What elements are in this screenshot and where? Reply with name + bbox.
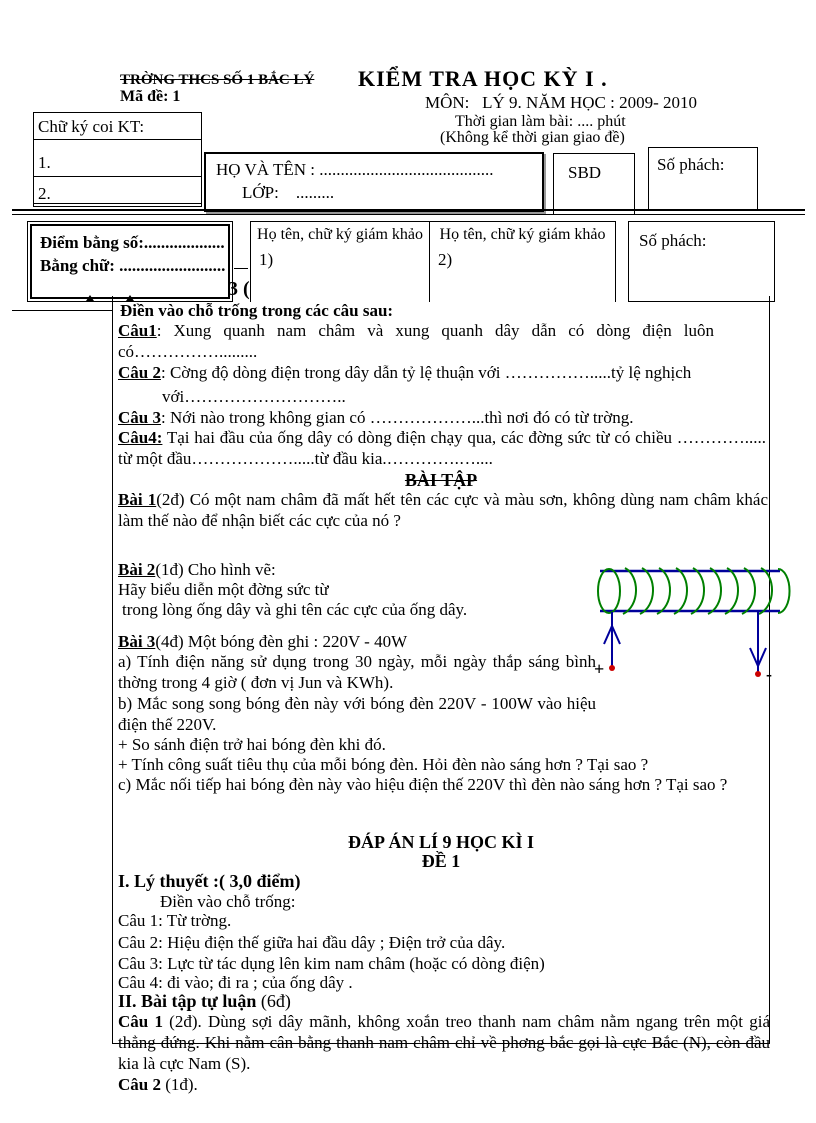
proctor-signature-box	[33, 112, 202, 207]
score-box	[27, 221, 233, 302]
exercise-3-plus2: + Tính công suất tiêu thụ của mỗi bóng đèn. Hỏi đèn nào sáng hơn ? Tại sao ?	[118, 755, 649, 774]
student-name-line: HỌ VÀ TÊN : .........................................	[216, 160, 494, 179]
leader-dash	[234, 268, 248, 269]
answer-essay-1-label: Câu 1	[118, 1012, 163, 1031]
exercise-1-text: (2đ) Có một nam châm đã mất hết tên các cực và màu sơn, không dùng nam châm khác làm thế nào để nhận biết các cực của nó ?	[118, 490, 768, 530]
so-phach-box-top	[648, 147, 758, 210]
examiner-1-header: Họ tên, chữ ký giám khảo	[257, 226, 423, 243]
exercise-2-text: (1đ) Cho hình vẽ:	[155, 560, 276, 579]
exercise-3-part-c: c) Mắc nối tiếp hai bóng đèn này vào hiệu điện thế 220V thì đèn nào sáng hơn ? Tại sao ?	[118, 775, 728, 794]
artifact-arrow-1	[86, 295, 94, 301]
exercise-1-label: Bài 1	[118, 490, 157, 509]
exercise-2-line3: trong lòng ống dây và ghi tên các cực của ống dây.	[122, 600, 468, 619]
exercise-3	[118, 631, 407, 652]
answer-section-2-heading	[118, 991, 291, 1012]
exercise-1	[118, 489, 768, 531]
header-divider	[12, 209, 805, 215]
examiner-2-box	[430, 221, 616, 302]
exam-code: Mã đề: 1	[120, 88, 181, 105]
exam-title: KIỂM TRA HỌC KỲ I .	[358, 66, 608, 91]
quiz-q2-line2: với………………………..	[162, 387, 346, 406]
sbd-box	[553, 153, 635, 215]
answer-section-1-heading: I. Lý thuyết :( 3,0 điểm)	[118, 871, 301, 891]
proctor-line-1: 1.	[34, 140, 201, 177]
answer-essay-1-text: (2đ). Dùng sợi dây mãnh, không xoắn treo thanh nam châm nằm ngang trên một giá thẳng đứng. Khi nằm cân bằng thanh nam châm chỉ về phơng bắc gọi là cực Bắc (N), còn đầu kia là cực Nam (S).	[118, 1012, 770, 1073]
quiz-q1-label: Câu1	[118, 321, 157, 340]
score-box-inner	[30, 224, 230, 299]
school-name: TRỜNG THCS SỐ 1 BẮC LÝ	[120, 72, 315, 88]
examiner-1-box	[250, 221, 430, 302]
exam-subtitle: MÔN: LÝ 9. NĂM HỌC : 2009- 2010	[425, 93, 697, 112]
examiner-2-number: 2)	[438, 250, 453, 269]
answer-key-title: ĐÁP ÁN LÍ 9 HỌC KÌ I	[347, 832, 535, 852]
quiz-q3-text: : Nới nào trong không gian có ………………...thì nơi đó có từ trờng.	[160, 408, 634, 427]
solenoid-coil	[598, 568, 790, 614]
quiz-q4	[118, 427, 766, 469]
answer-key-subtitle: ĐỀ 1	[421, 851, 461, 871]
answer-3: Câu 3: Lực từ tác dụng lên kim nam châm (hoặc có dòng điện)	[118, 954, 545, 973]
exercises-heading: BÀI TẬP	[404, 470, 478, 490]
exercise-3-plus1: + So sánh điện trở hai bóng đèn khi đó.	[118, 735, 386, 754]
quiz-heading: Điền vào chỗ trống trong các câu sau:	[120, 301, 394, 320]
examiner-2-header: Họ tên, chữ ký giám khảo	[439, 226, 606, 243]
solenoid-figure	[592, 556, 800, 696]
exam-time-note: (Không kể thời gian giao đề)	[440, 129, 625, 146]
quiz-q3-label: Câu 3	[118, 408, 161, 427]
exercise-2-line2: Hãy biểu diễn một đờng sức từ	[118, 580, 329, 599]
so-phach-label-top: Số phách:	[657, 155, 725, 174]
so-phach-label-bottom: Số phách:	[639, 231, 707, 250]
exercise-3-part-b: b) Mắc song song bóng đèn này với bóng đèn 220V - 100W vào hiệu điện thế 220V.	[118, 694, 596, 734]
fragment-text: 3 (	[228, 278, 250, 300]
stray-left-line	[12, 310, 112, 311]
terminal-dot-minus	[755, 671, 761, 677]
answer-essay-2	[118, 1074, 198, 1095]
examiner-1-number: 1)	[259, 250, 274, 269]
quiz-q4-label: Câu4:	[118, 428, 163, 447]
exercises-heading-wrap	[112, 470, 770, 491]
exercise-3-label: Bài 3	[118, 632, 156, 651]
exam-time: Thời gian làm bài: .... phút	[455, 113, 626, 130]
exercise-2-label: Bài 2	[118, 560, 156, 579]
exercise-3-text: (4đ) Một bóng đèn ghi : 220V - 40W	[155, 632, 408, 651]
proctor-label: Chữ ký coi KT:	[34, 113, 201, 140]
solenoid-leads	[604, 612, 766, 674]
answer-section-2-label: II. Bài tập tự luận	[118, 991, 257, 1011]
answer-1: Câu 1: Từ trờng.	[118, 911, 232, 930]
quiz-q2-label: Câu 2	[118, 363, 161, 382]
student-name-box	[204, 152, 544, 212]
sbd-label: SBD	[568, 163, 602, 182]
answer-2: Câu 2: Hiệu điện thế giữa hai đầu dây ; Điện trở của dây.	[118, 933, 506, 952]
so-phach-box-bottom	[628, 221, 775, 302]
quiz-q3	[118, 407, 633, 428]
answer-essay-2-text: (1đ).	[160, 1075, 198, 1094]
quiz-q4-text: Tại hai đầu của ống dây có dòng điện chạy qua, các đờng sức từ có chiều …………..... từ một đầu……………….....từ đầu kia.………….…....	[118, 428, 766, 468]
exercise-3-part-a: a) Tính điện năng sử dụng trong 30 ngày, mỗi ngày thắp sáng bình thờng trong 4 giờ ( đơn vị Jun và KWh).	[118, 652, 596, 692]
answer-4: Câu 4: đi vào; đi ra ; của ống dây .	[118, 973, 353, 992]
proctor-line-2: 2.	[34, 177, 201, 204]
plus-label: +	[594, 659, 605, 679]
score-number-line: Điểm bằng số:...................	[40, 233, 225, 252]
quiz-q2-text: : Cờng độ dòng điện trong dây dẫn tỷ lệ thuận với …………….....tỷ lệ nghịch	[160, 363, 692, 382]
quiz-q1-text: : Xung quanh nam châm và xung quanh dây dẫn có dòng điện luôn có…………….........	[118, 321, 714, 361]
answer-section-2-suffix: (6đ)	[256, 991, 291, 1011]
student-class-line: LỚP: .........	[242, 183, 335, 202]
score-words-line: Bằng chữ: .........................	[40, 256, 226, 275]
answer-essay-2-label: Câu 2	[118, 1075, 161, 1094]
quiz-q2	[118, 362, 766, 383]
answer-essay-1	[118, 1011, 770, 1074]
quiz-q1	[118, 320, 714, 362]
minus-label: -	[766, 664, 772, 684]
exercise-2	[118, 559, 276, 580]
terminal-dot-plus	[609, 665, 615, 671]
answer-section-1-sub: Điền vào chỗ trống:	[160, 892, 296, 911]
